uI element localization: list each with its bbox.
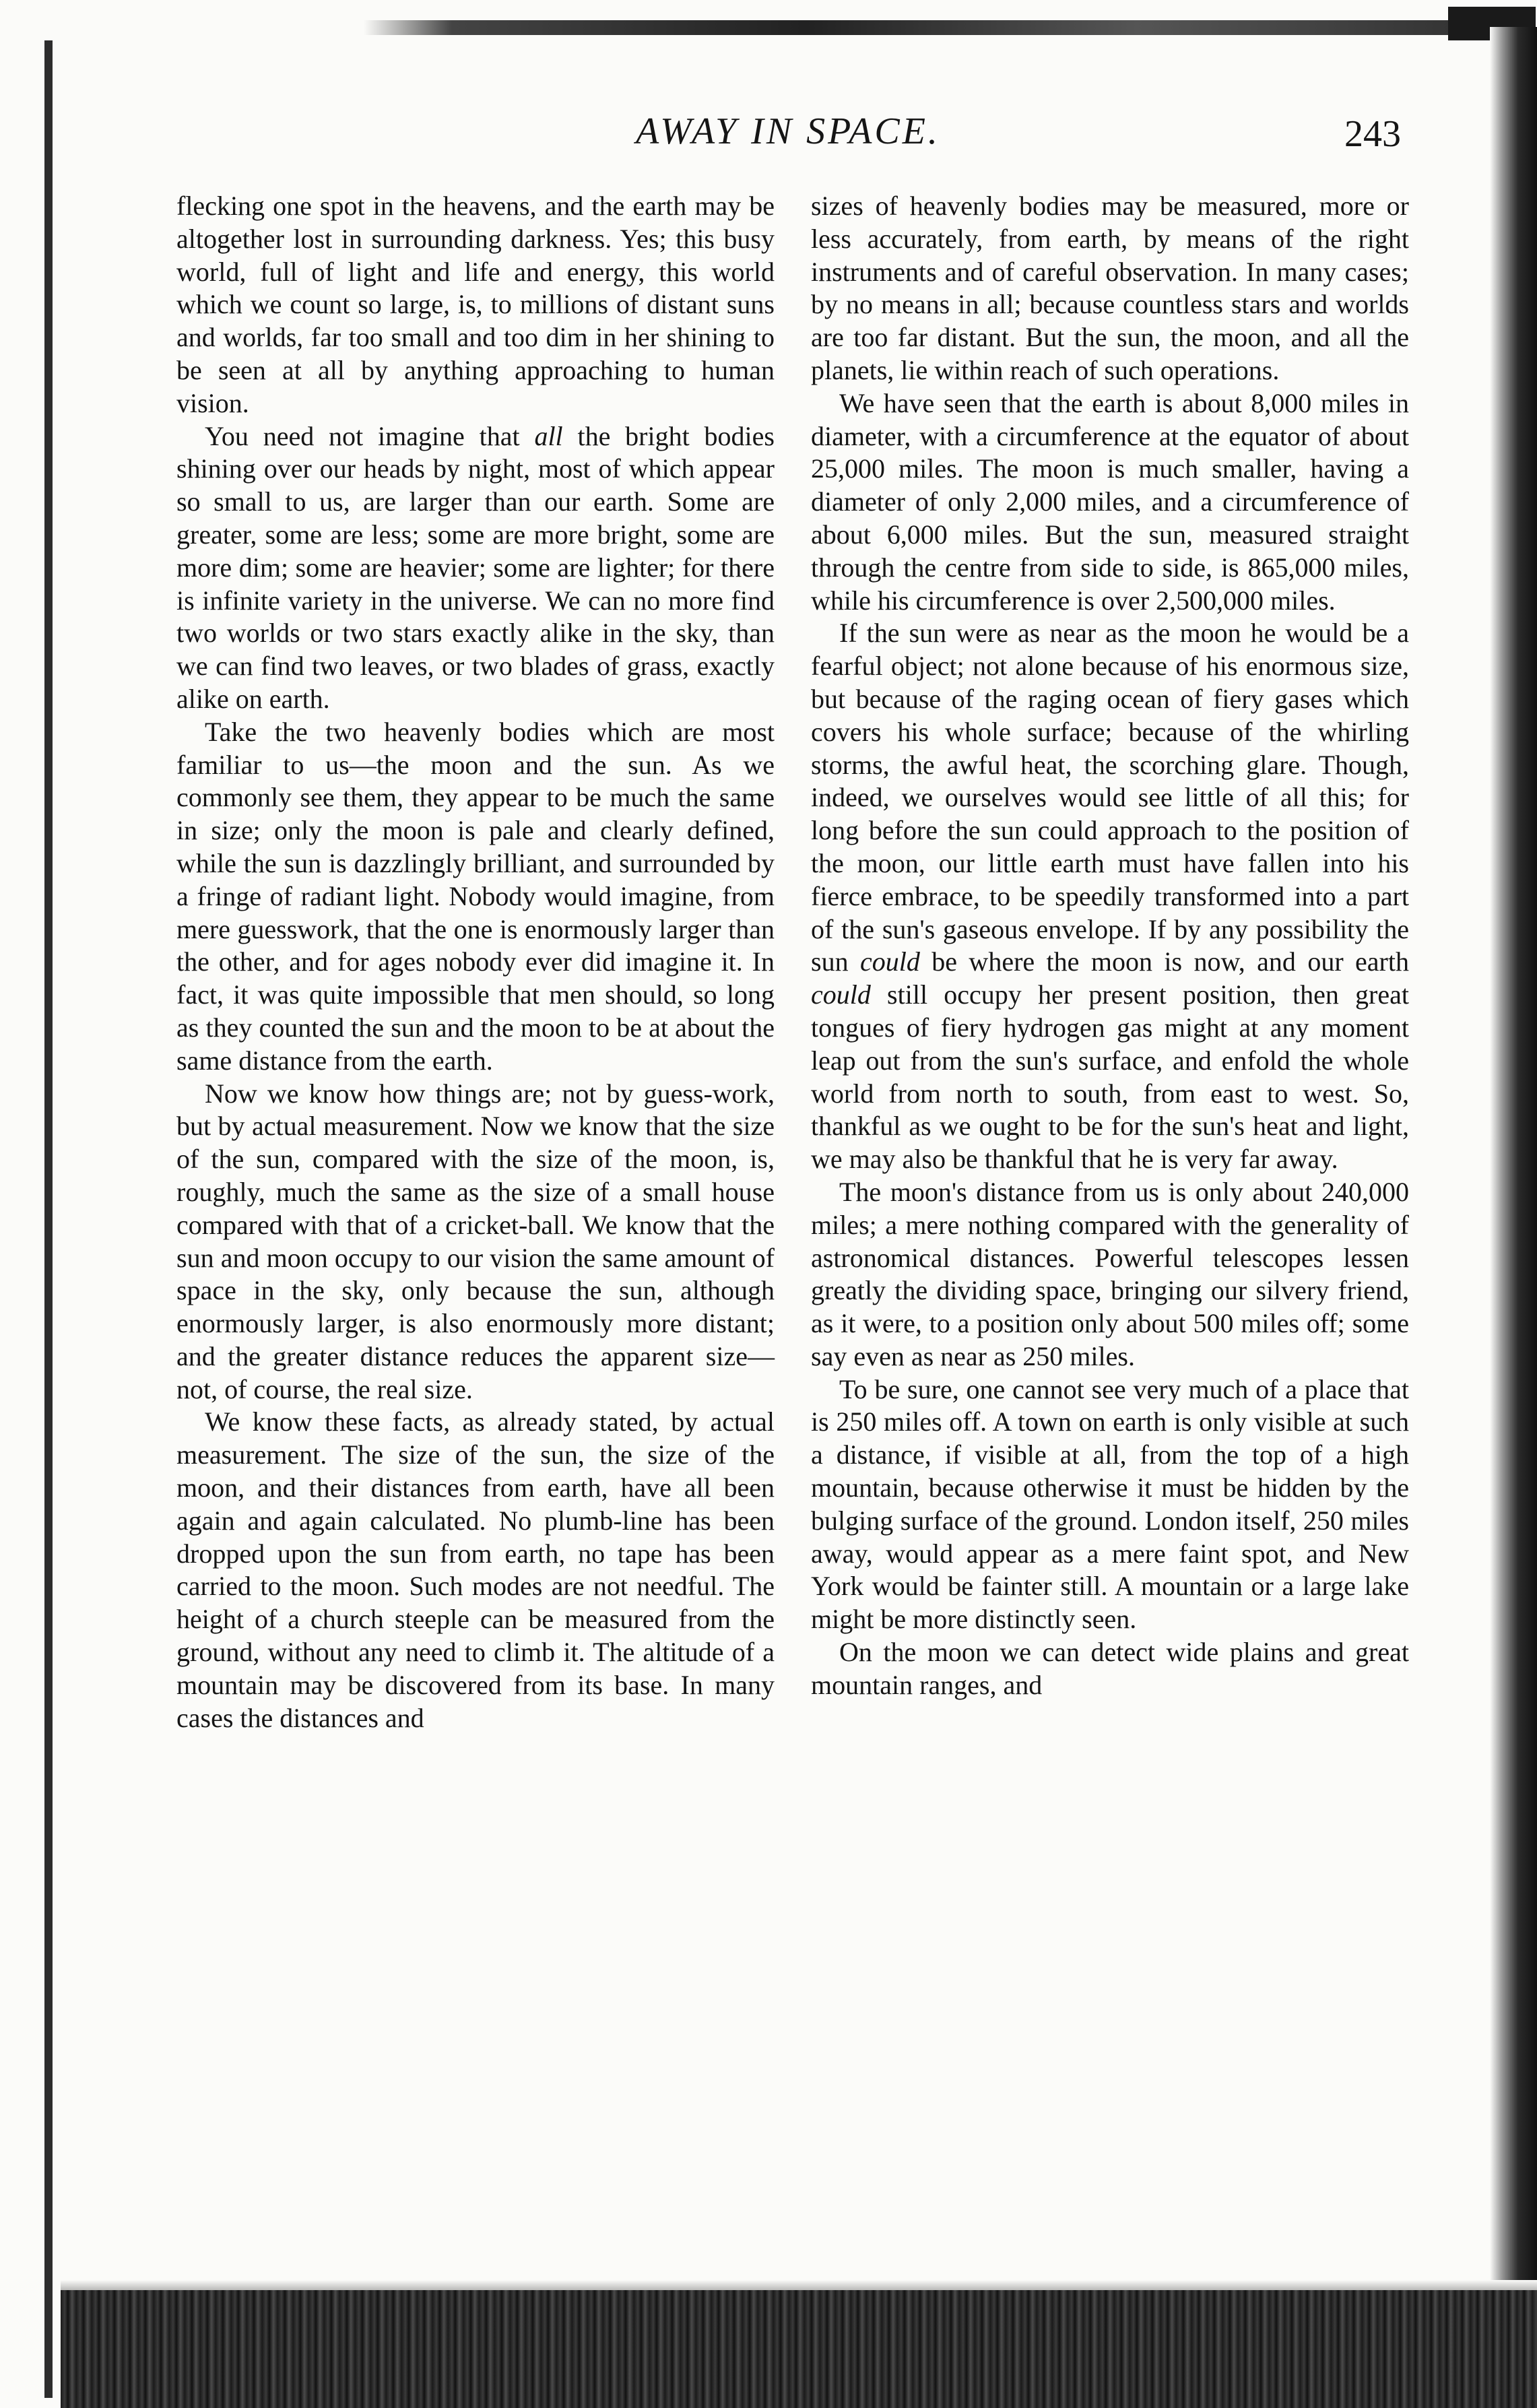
italic-text: could: [811, 979, 871, 1010]
text-span: still occupy her present position, then great tongues of fiery hydrogen gas might at any moment leap out from the sun's surface, and enfold the whole world from north to south, from east to west. So, thankful as we ought to be for the sun's heat and light, we may also be thankful that he is very far away.: [811, 979, 1409, 1175]
running-title: AWAY IN SPACE.: [636, 110, 940, 152]
italic-text: all: [534, 420, 563, 451]
text-span: You need not imagine that: [205, 420, 535, 451]
paragraph: To be sure, one cannot see very much of a place that is 250 miles off. A town on earth is only visible at such a distance, if visible at all, from the top of a high mountain, because otherwise it must be hidden by the bulging surface of the ground. London itself, 250 miles away, would appear as a mere faint spot, and New York would be fainter still. A mountain or a large lake might be more distinctly seen.: [811, 1373, 1409, 1635]
paragraph: On the moon we can detect wide plains and great mountain ranges, and: [811, 1637, 1409, 1700]
text-span: the bright bodies shining over our heads by night, most of which appear so small to us, are larger than our earth. Some are greater, some are less; some are more bright, some are more dim; some are heavier; some are lighter; for there is infinite variety in the universe. We can no more find two worlds or two stars exactly alike in the sky, than we can find two leaves, or two blades of grass, exactly alike on earth.: [176, 420, 775, 714]
paragraph: We know these facts, as already stated, by actual measurement. The size of the sun, the size of the moon, and their distances from earth, have all been again and again calculated. No plumb-line has been dropped upon the sun from earth, no tape has been carried to the moon. Such modes are not needful. The height of a church steeple can be measured from the ground, without any need to climb it. The altitude of a mountain may be discovered from its base. In many cases the distances and: [176, 1406, 775, 1733]
paragraph: Now we know how things are; not by guess-work, but by actual measurement. Now we know that the size of the sun, compared with the size of the moon, is, roughly, much the same as the size of a small house compared with that of a cricket-ball. We know that the sun and moon occupy to our vision the same amount of space in the sky, only because the sun, although enormously larger, is also enormously more distant; and the greater distance reduces the apparent size—not, of course, the real size.: [176, 1078, 775, 1404]
scan-artifact-left: [44, 40, 53, 2398]
page-number: 243: [1344, 113, 1401, 155]
paragraph: sizes of heavenly bodies may be measured, more or less accurately, from earth, by means of the right instruments and of careful observation. In many cases; by no means in all; because countless stars and worlds are too far distant. But the sun, the moon, and all the planets, lie within reach of such operations.: [811, 191, 1409, 385]
left-column: [176, 190, 775, 1734]
right-column: [811, 190, 1409, 1734]
scan-artifact-bottom: [61, 2290, 1537, 2408]
italic-text: could: [859, 946, 920, 977]
text-span: If the sun were as near as the moon he would be a fearful object; not alone because of his enormous size, but because of the raging ocean of fiery gases which covers his whole surface; because of the whirling storms, the awful heat, the scorching glare. Though, indeed, we ourselves would see little of all this; for long before the sun could approach to the position of the moon, our little earth must have fallen into his fierce embrace, to be speedily transformed into a part of the sun's gaseous envelope. If by any possibility the sun: [811, 618, 1409, 977]
paragraph: flecking one spot in the heavens, and the earth may be altogether lost in surrounding darkness. Yes; this busy world, full of light and life and energy, this world which we count so large, is, to millions of distant suns and worlds, far too small and too dim in her shining to be seen at all by anything approaching to human vision.: [176, 191, 775, 418]
paragraph: The moon's distance from us is only about 240,000 miles; a mere nothing compared with the generality of astronomical distances. Powerful telescopes lessen greatly the dividing space, bringing our silvery friend, as it were, to a position only about 500 miles off; some say even as near as 250 miles.: [811, 1176, 1409, 1371]
paragraph: [176, 420, 775, 716]
scan-artifact-top: [364, 20, 1468, 35]
paragraph: Take the two heavenly bodies which are most familiar to us—the moon and the sun. As we commonly see them, they appear to be much the same in size; only the moon is pale and clearly defined, while the sun is dazzlingly brilliant, and surrounded by a fringe of radiant light. Nobody would imagine, from mere guesswork, that the one is enormously larger than the other, and for ages nobody ever did imagine it. In fact, it was quite impossible that men should, so long as they counted the sun and the moon to be at about the same distance from the earth.: [176, 716, 775, 1076]
paragraph: [811, 617, 1409, 1176]
page-header: [175, 104, 1401, 158]
text-span: be where the moon is now, and our earth: [919, 946, 1409, 977]
text-columns: [176, 190, 1409, 1734]
scan-artifact-right: [1490, 27, 1537, 2408]
paragraph: We have seen that the earth is about 8,000 miles in diameter, with a circumference at the equator of about 25,000 miles. The moon is much smaller, having a diameter of only 2,000 miles, and a circumference of about 6,000 miles. But the sun, measured straight through the centre from side to side, is 865,000 miles, while his circumference is over 2,500,000 miles.: [811, 387, 1409, 616]
